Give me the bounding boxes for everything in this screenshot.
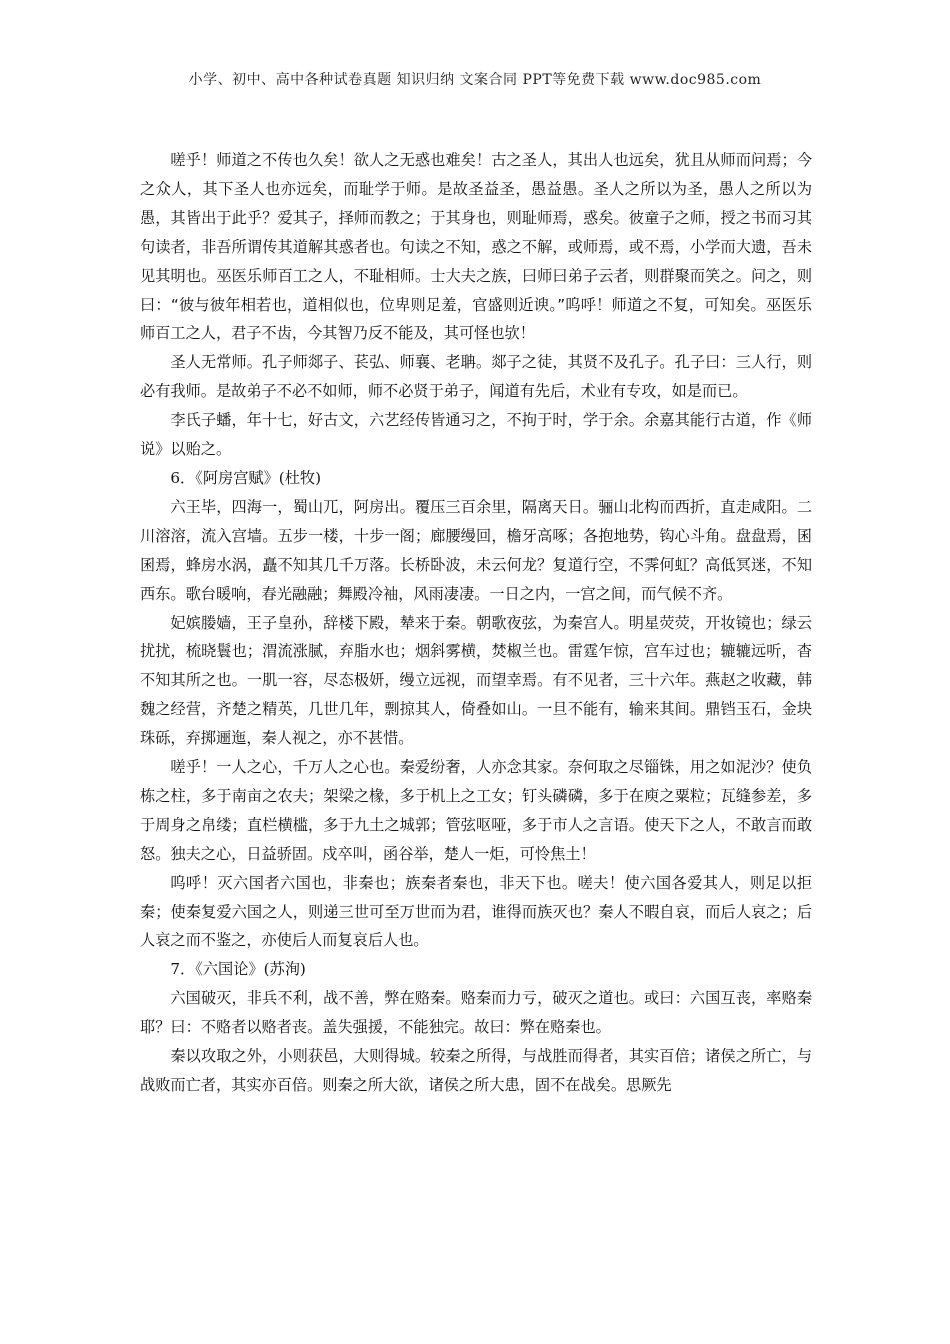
paragraph-liuguo-1: 六国破灭，非兵不利，战不善，弊在赂秦。赂秦而力亏，破灭之道也。或曰：六国互丧，率赂秦耶？曰：不赂者以赂者丧。盖失强援，不能独完。故曰：弊在赂秦也。 [140,989,812,1037]
document-body [140,146,812,1100]
paragraph-afang-4: 呜呼！灭六国者六国也，非秦也；族秦者秦也，非天下也。嗟夫！使六国各爱其人，则足以拒秦；使秦复爱六国之人，则递三世可至万世而为君，谁得而族灭也？秦人不暇自哀，而后人哀之；后人哀之而不鉴之，亦使后人而复哀后人也。 [140,873,812,950]
section-heading-afanggongfu: 6．《阿房宫赋》(杜牧) [170,468,321,487]
paragraph-liuguo-2: 秦以攻取之外，小则获邑，大则得城。较秦之所得，与战胜而得者，其实百倍；诸侯之所亡，与战败而亡者，其实亦百倍。则秦之所大欲，诸侯之所大患，固不在战矣。思厥先 [140,1047,812,1094]
paragraph-afang-1: 六王毕，四海一，蜀山兀，阿房出。覆压三百余里，隔离天日。骊山北构而西折，直走咸阳。二川溶溶，流入宫墙。五步一楼，十步一阁；廊腰缦回，檐牙高啄；各抱地势，钩心斗角。盘盘焉，囷囷焉，蜂房水涡，矗不知其几千万落。长桥卧波，未云何龙？复道行空，不霁何虹？高低冥迷，不知西东。歌台暖响，春光融融；舞殿冷袖，风雨凄凄。一日之内，一宫之间，而气候不齐。 [140,497,812,603]
section-heading-liuguolun: 7．《六国论》(苏洵) [170,960,306,979]
paragraph-shishuo-2: 圣人无常师。孔子师郯子、苌弘、师襄、老聃。郯子之徒，其贤不及孔子。孔子曰：三人行，则必有我师。是故弟子不必不如师，师不必贤于弟子，闻道有先后，术业有专攻，如是而已。 [140,353,812,401]
page-header: 小学、初中、高中各种试卷真题 知识归纳 文案合同 PPT等免费下载 www.doc985.com [188,72,762,88]
paragraph-afang-3: 嗟乎！一人之心，千万人之心也。秦爱纷奢，人亦念其家。奈何取之尽锱铢，用之如泥沙？使负栋之柱，多于南亩之农夫；架梁之椽，多于机上之工女；钉头磷磷，多于在庾之粟粒；瓦缝参差，多于周身之帛缕；直栏横槛，多于九土之城郭；管弦呕哑，多于市人之言语。使天下之人，不敢言而敢怒。独夫之心，日益骄固。戍卒叫，函谷举，楚人一炬，可怜焦土！ [140,758,812,863]
paragraph-afang-2: 妃嫔媵嫱，王子皇孙，辞楼下殿，辇来于秦。朝歌夜弦，为秦宫人。明星荧荧，开妆镜也；绿云扰扰，梳晓鬟也；渭流涨腻，弃脂水也；烟斜雾横，焚椒兰也。雷霆乍惊，宫车过也；辘辘远听，杳不知其所之也。一肌一容，尽态极妍，缦立远视，而望幸焉。有不见者，三十六年。燕赵之收藏，韩魏之经营，齐楚之精英，几世几年，剽掠其人，倚叠如山。一旦不能有，输来其间。鼎铛玉石，金块珠砾，弃掷逦迤，秦人视之，亦不甚惜。 [140,613,812,748]
paragraph-shishuo-1: 嗟乎！师道之不传也久矣！欲人之无惑也难矣！古之圣人，其出人也远矣，犹且从师而问焉；今之众人，其下圣人也亦远矣，而耻学于师。是故圣益圣，愚益愚。圣人之所以为圣，愚人之所以为愚，其皆出于此乎？爱其子，择师而教之；于其身也，则耻师焉，惑矣。彼童子之师，授之书而习其句读者，非吾所谓传其道解其惑者也。句读之不知，惑之不解，或师焉，或不焉，小学而大遗，吾未见其明也。巫医乐师百工之人，不耻相师。士大夫之族，曰师曰弟子云者，则群聚而笑之。问之，则曰：“彼与彼年相若也，道相似也，位卑则足羞，官盛则近谀。”呜呼！师道之不复，可知矣。巫医乐师百工之人，君子不齿，今其智乃反不能及，其可怪也欤！ [140,151,812,343]
paragraph-shishuo-3: 李氏子蟠，年十七，好古文，六艺经传皆通习之，不拘于时，学于余。余嘉其能行古道，作《师说》以贻之。 [140,411,812,459]
